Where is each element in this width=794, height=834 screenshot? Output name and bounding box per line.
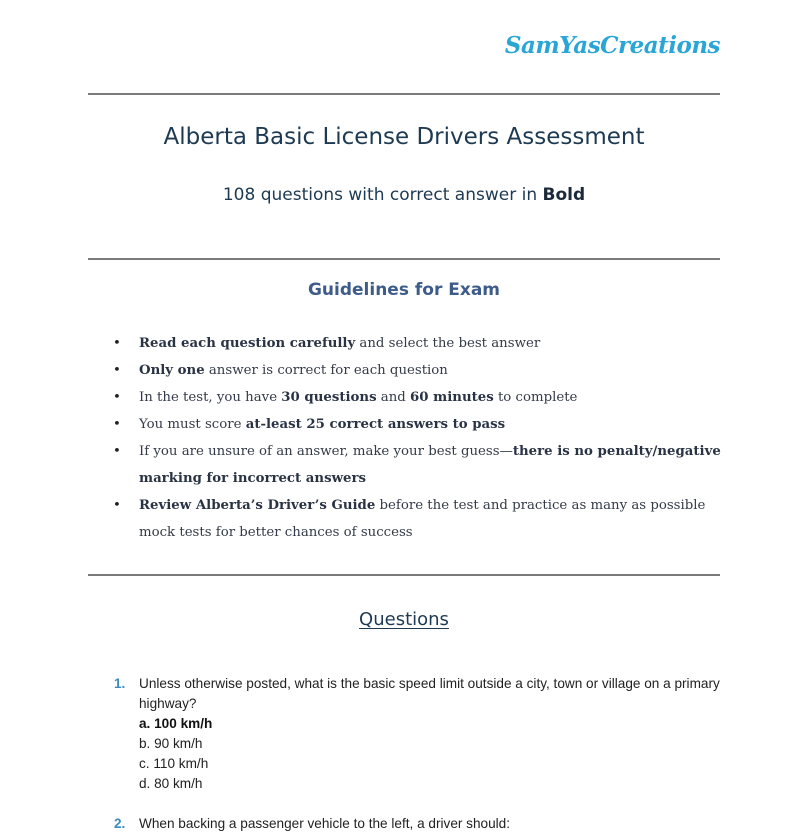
guideline-item xyxy=(110,492,730,546)
guideline-text: before the test and practice as many as possible mock tests for better chances of success xyxy=(139,498,706,540)
guideline-text: You must score xyxy=(139,417,246,432)
question-text: Unless otherwise posted, what is the basic speed limit outside a city, town or village on a primary highway? xyxy=(139,676,720,711)
guideline-bold-text: Only one xyxy=(139,363,205,378)
guideline-text: If you are unsure of an answer, make your best guess— xyxy=(139,444,513,459)
guideline-bold-text: 30 questions xyxy=(281,390,377,405)
option-c: c. 110 km/h xyxy=(139,756,209,771)
divider xyxy=(88,93,720,95)
question-2 xyxy=(114,814,724,834)
guideline-item xyxy=(110,411,730,438)
subtitle-text: 108 questions with correct answer in xyxy=(222,185,543,205)
divider xyxy=(88,258,720,260)
guideline-text: answer is correct for each question xyxy=(204,363,448,378)
guideline-text: and select the best answer xyxy=(355,336,541,351)
subtitle xyxy=(0,185,794,205)
guideline-item xyxy=(110,438,730,492)
guidelines-list xyxy=(110,330,730,546)
guideline-item xyxy=(110,357,730,384)
question-text: When backing a passenger vehicle to the left, a driver should: xyxy=(139,816,511,831)
guideline-bold-text: at-least 25 correct answers to pass xyxy=(245,417,506,432)
option-d: d. 80 km/h xyxy=(139,776,203,791)
divider xyxy=(88,574,720,576)
guideline-bold-text: 60 minutes xyxy=(410,390,494,405)
brand-logo: SamYasCreations xyxy=(504,32,720,59)
guideline-text: In the test, you have xyxy=(139,390,282,405)
guideline-bold-text: there is no penalty/negative marking for incorrect answers xyxy=(139,444,721,486)
subtitle-bold: Bold xyxy=(542,185,586,205)
guideline-bold-text: Review Alberta’s Driver’s Guide xyxy=(139,498,376,513)
option-b: b. 90 km/h xyxy=(139,736,203,751)
guideline-item xyxy=(110,330,730,357)
question-number: 2. xyxy=(114,816,126,831)
guideline-text: and xyxy=(376,390,411,405)
guideline-item xyxy=(110,384,730,411)
questions-heading: Questions xyxy=(359,609,449,630)
guideline-text: to complete xyxy=(493,390,578,405)
option-a-correct: a. 100 km/h xyxy=(139,716,213,731)
page-title: Alberta Basic License Drivers Assessment xyxy=(163,124,645,150)
guidelines-heading: Guidelines for Exam xyxy=(307,280,501,300)
question-1 xyxy=(114,674,724,794)
question-number: 1. xyxy=(114,676,126,691)
guideline-bold-text: Read each question carefully xyxy=(139,336,356,351)
